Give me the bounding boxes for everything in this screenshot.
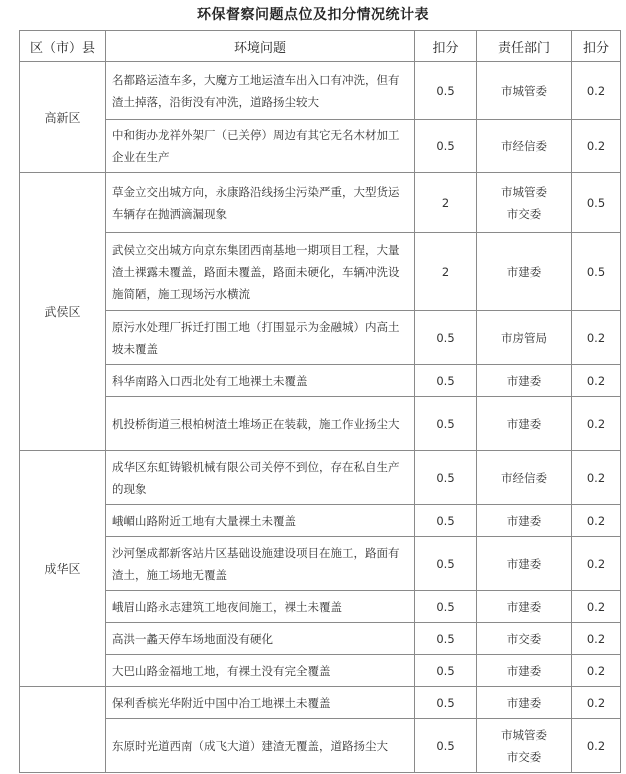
score-cell: 0.5	[415, 655, 477, 687]
header-score-1: 扣分	[415, 31, 477, 62]
score-cell: 0.5	[572, 233, 621, 311]
score-cell: 0.5	[415, 451, 477, 505]
district-cell: 高新区	[20, 62, 106, 173]
table-row	[20, 365, 621, 397]
table-row	[20, 397, 621, 451]
header-issue: 环境问题	[106, 31, 415, 62]
dept-cell: 市经信委	[477, 451, 572, 505]
score-cell: 0.5	[415, 687, 477, 719]
issue-cell: 峨眉山路永志建筑工地夜间施工，裸土未覆盖	[106, 591, 415, 623]
issue-cell: 机投桥街道三根柏树渣土堆场正在装载，施工作业扬尘大	[106, 397, 415, 451]
table-row	[20, 623, 621, 655]
table-row	[20, 173, 621, 233]
dept-cell: 市建委	[477, 505, 572, 537]
header-row	[20, 31, 621, 62]
table-row	[20, 505, 621, 537]
score-cell: 0.5	[415, 591, 477, 623]
score-cell: 0.5	[415, 311, 477, 365]
dept-cell: 市建委	[477, 537, 572, 591]
district-cell	[20, 687, 106, 773]
issue-cell: 峨嵋山路附近工地有大量裸土未覆盖	[106, 505, 415, 537]
dept-cell: 市建委	[477, 591, 572, 623]
dept-cell: 市建委	[477, 233, 572, 311]
dept-cell: 市建委	[477, 365, 572, 397]
header-district: 区（市）县	[20, 31, 106, 62]
dept-cell: 市房管局	[477, 311, 572, 365]
header-score-2: 扣分	[572, 31, 621, 62]
dept-cell: 市经信委	[477, 120, 572, 173]
issue-cell: 中和街办龙祥外架厂（已关停）周边有其它无名木材加工企业在生产	[106, 120, 415, 173]
table-title: 环保督察问题点位及扣分情况统计表	[197, 7, 429, 23]
dept-cell: 市交委	[477, 623, 572, 655]
score-cell: 0.2	[572, 719, 621, 773]
issue-cell: 武侯立交出城方向京东集团西南基地一期项目工程，大量渣土裸露未覆盖，路面未覆盖，路面未硬化，车辆冲洗设施简陋，施工现场污水横流	[106, 233, 415, 311]
score-cell: 0.2	[572, 311, 621, 365]
table-row	[20, 62, 621, 120]
score-cell: 0.2	[572, 505, 621, 537]
score-cell: 0.5	[415, 397, 477, 451]
table-row	[20, 451, 621, 505]
issue-cell: 名都路运渣车多，大魔方工地运渣车出入口有冲洗，但有渣土掉落，沿街没有冲洗，道路扬尘较大	[106, 62, 415, 120]
table-row	[20, 311, 621, 365]
score-cell: 0.2	[572, 62, 621, 120]
issue-cell: 沙河堡成都新客站片区基础设施建设项目在施工，路面有渣土，施工场地无覆盖	[106, 537, 415, 591]
score-cell: 0.2	[572, 451, 621, 505]
score-cell: 0.2	[572, 591, 621, 623]
dept-cell: 市城管委	[477, 62, 572, 120]
header-dept: 责任部门	[477, 31, 572, 62]
score-cell: 2	[415, 233, 477, 311]
score-cell: 0.5	[572, 173, 621, 233]
score-cell: 0.5	[415, 505, 477, 537]
table-row	[20, 719, 621, 773]
issue-cell: 大巴山路金福地工地，有裸土没有完全覆盖	[106, 655, 415, 687]
table-row	[20, 591, 621, 623]
table-row	[20, 537, 621, 591]
score-cell: 0.2	[572, 687, 621, 719]
score-cell: 0.5	[415, 120, 477, 173]
statistics-table	[19, 30, 621, 773]
issue-cell: 原污水处理厂拆迁打围工地（打围显示为金融城）内高土坡未覆盖	[106, 311, 415, 365]
score-cell: 0.2	[572, 537, 621, 591]
issue-cell: 成华区东虹铸锻机械有限公司关停不到位，存在私自生产的现象	[106, 451, 415, 505]
table-row	[20, 655, 621, 687]
dept-cell: 市建委	[477, 397, 572, 451]
score-cell: 0.5	[415, 537, 477, 591]
issue-cell: 草金立交出城方向，永康路沿线扬尘污染严重，大型货运车辆存在抛洒滴漏现象	[106, 173, 415, 233]
dept-cell: 市城管委 市交委	[477, 719, 572, 773]
district-cell: 武侯区	[20, 173, 106, 451]
score-cell: 0.2	[572, 397, 621, 451]
score-cell: 0.5	[415, 62, 477, 120]
table-body	[20, 62, 621, 773]
table-row	[20, 233, 621, 311]
table-row	[20, 687, 621, 719]
score-cell: 0.2	[572, 623, 621, 655]
table-row	[20, 120, 621, 173]
score-cell: 0.2	[572, 120, 621, 173]
dept-cell: 市建委	[477, 687, 572, 719]
dept-cell: 市建委	[477, 655, 572, 687]
issue-cell: 东原时光道西南（成飞大道）建渣无覆盖，道路扬尘大	[106, 719, 415, 773]
district-cell: 成华区	[20, 451, 106, 687]
issue-cell: 保利香槟光华附近中国中冶工地裸土未覆盖	[106, 687, 415, 719]
issue-cell: 高洪一蠡天停车场地面没有硬化	[106, 623, 415, 655]
score-cell: 0.2	[572, 655, 621, 687]
dept-cell: 市城管委 市交委	[477, 173, 572, 233]
score-cell: 2	[415, 173, 477, 233]
score-cell: 0.5	[415, 719, 477, 773]
score-cell: 0.5	[415, 365, 477, 397]
score-cell: 0.5	[415, 623, 477, 655]
score-cell: 0.2	[572, 365, 621, 397]
issue-cell: 科华南路入口西北处有工地裸土未覆盖	[106, 365, 415, 397]
